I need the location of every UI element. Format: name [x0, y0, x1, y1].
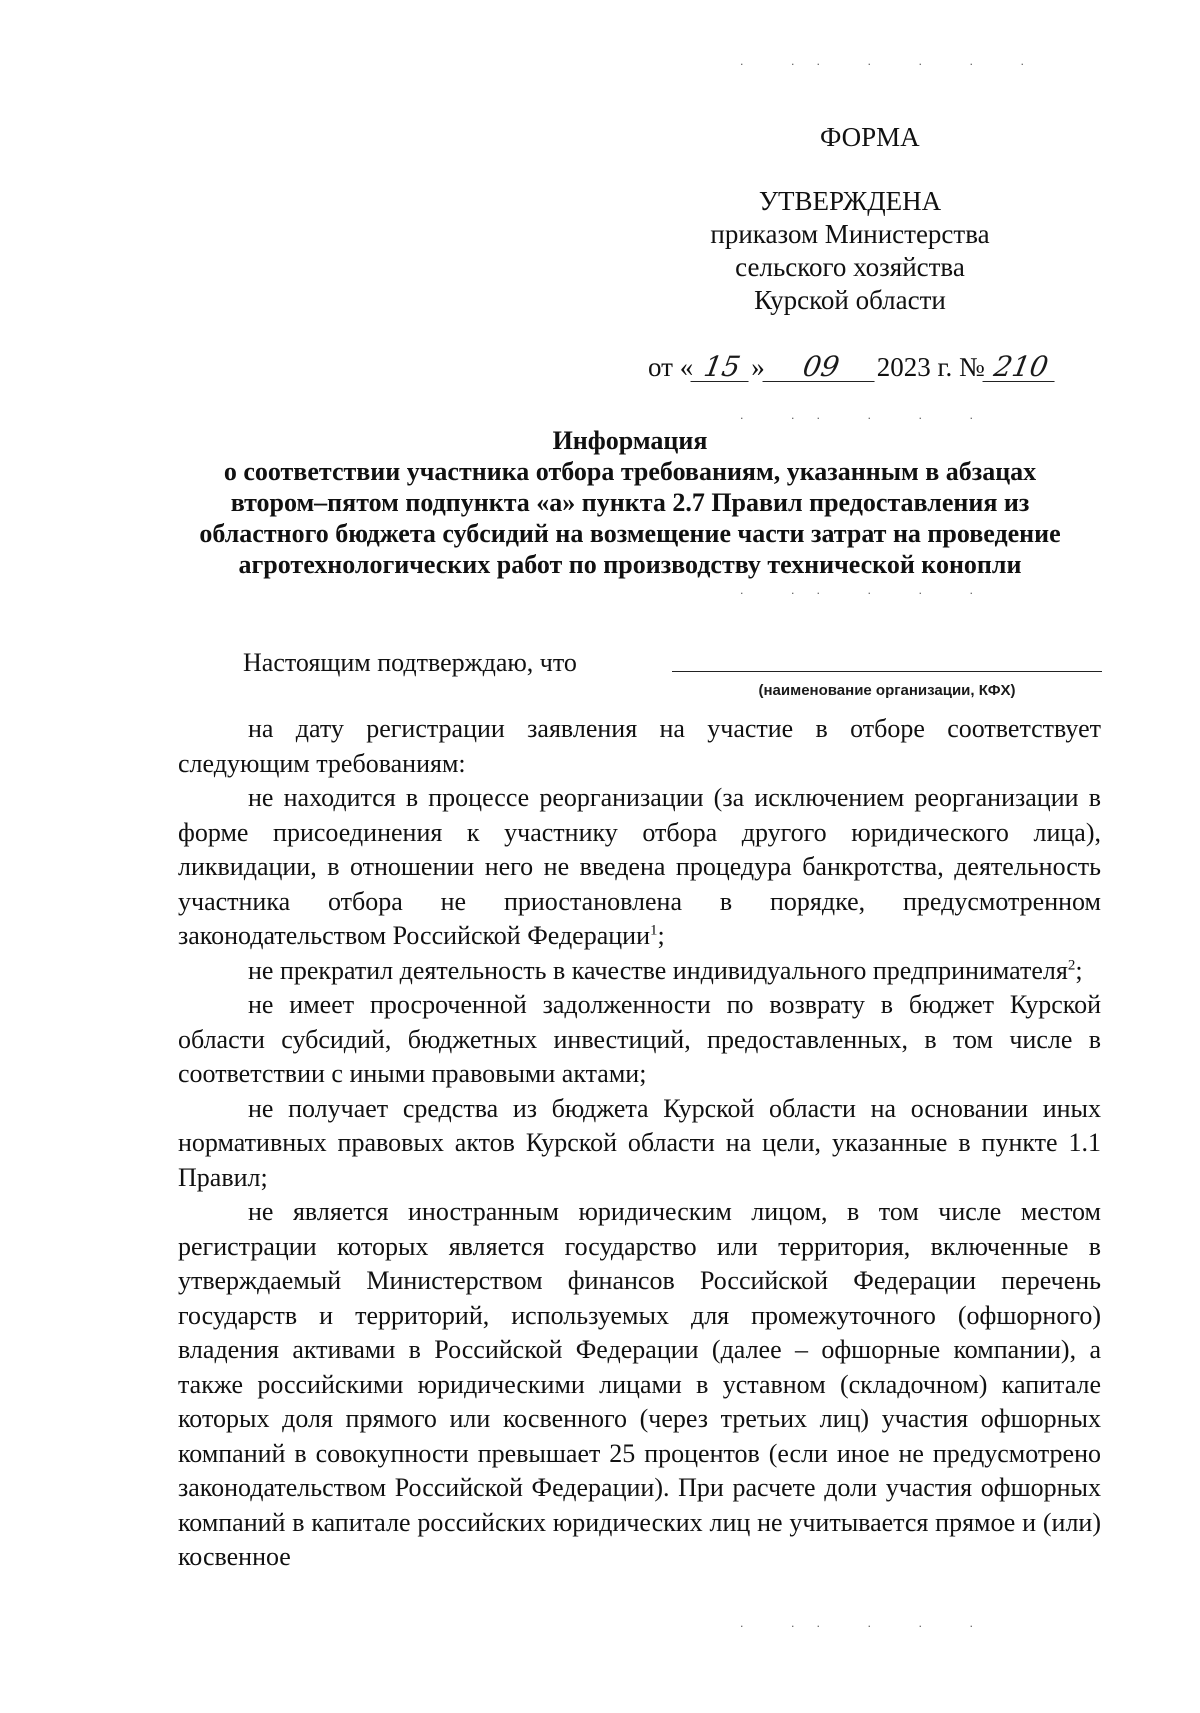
org-name-field[interactable] — [672, 671, 1102, 672]
order-year: 2023 г. № — [876, 352, 985, 382]
approval-block — [690, 185, 1010, 317]
requirement-item: не является иностранным юридическим лицом, в том числе местом регистрации которых является государство или территория, включенные в утверждаемый Министерством финансов Российской Федерации перечень государств и территорий, используемых для промежуточного (офшорного) владения активами в Российской Федерации (далее – офшорные компании), а также российскими юридическими лицами в уставном (складочном) капитале которых доля прямого или косвенного (через третьих лиц) участия офшорных компаний в совокупности превышает 25 процентов (если иное не предусмотрено законодательством Российской Федерации). При расчете доли участия офшорных компаний в капитале российских юридических лиц не учитывается прямое и (или) косвенное — [178, 1197, 1101, 1571]
scan-noise-title: · ·· · · · — [740, 412, 995, 425]
requirement-item: не получает средства из бюджета Курской области на основании иных нормативных правовых актов Курской области на цели, указанные в пункте 1.1 Правил; — [178, 1093, 1101, 1192]
approved-by-line: сельского хозяйства — [735, 252, 965, 282]
requirement-item — [178, 954, 1101, 989]
document-body — [178, 712, 1101, 1575]
order-number: 210 — [982, 353, 1059, 382]
title-subtitle: о соответствии участника отбора требованиям, указанным в абзацах втором–пятом подпункта «а» пункта 2.7 Правил предоставления из областного бюджета субсидий на возмещение части затрат на проведение агротехнологических работ по производству технической конопли — [199, 457, 1061, 579]
requirement-text: не прекратил деятельность в качестве индивидуального предпринимателя — [248, 955, 1068, 985]
requirement-end: ; — [1075, 955, 1083, 985]
scan-noise-top: · ·· · · · · — [740, 58, 1046, 71]
approved-by-line: приказом Министерства — [710, 219, 990, 249]
footnote-ref: 1 — [650, 922, 658, 939]
title-main: Информация — [552, 426, 708, 455]
scan-noise-mid: · ·· · · · — [740, 587, 995, 600]
requirement-item: не имеет просроченной задолженности по возврату в бюджет Курской области субсидий, бюджетных инвестиций, предоставленных, в том числе в соответствии с иными правовыми актами; — [178, 990, 1101, 1088]
confirm-text: Настоящим подтверждаю, что — [243, 648, 577, 677]
scan-noise-bottom: · ·· · · · — [740, 1620, 995, 1633]
document-title — [180, 425, 1080, 580]
approved-by-line: Курской области — [754, 285, 946, 315]
org-name-caption: (наименование организации, КФХ) — [758, 682, 1016, 699]
footnote-ref: 2 — [1067, 956, 1076, 973]
order-day: 15 — [691, 353, 754, 382]
order-month: 09 — [762, 353, 879, 382]
requirement-item — [178, 781, 1101, 954]
order-mid: » — [751, 352, 765, 382]
form-label: ФОРМА — [820, 122, 920, 152]
body-intro: на дату регистрации заявления на участие в отборе соответствует следующим требованиям: — [178, 714, 1101, 778]
requirement-text: не находится в процессе реорганизации (за исключением реорганизации в форме присоединения к участнику отбора другого юридического лица), ликвидации, в отношении него не введена процедура банкротства, деятельность участника отбора не приостановлена в порядке, предусмотренном законодательством Российской Федерации — [178, 783, 1101, 950]
approved-label: УТВЕРЖДЕНА — [758, 186, 942, 216]
order-reference — [648, 352, 1057, 383]
requirement-end: ; — [657, 921, 665, 950]
order-prefix: от « — [648, 352, 694, 382]
